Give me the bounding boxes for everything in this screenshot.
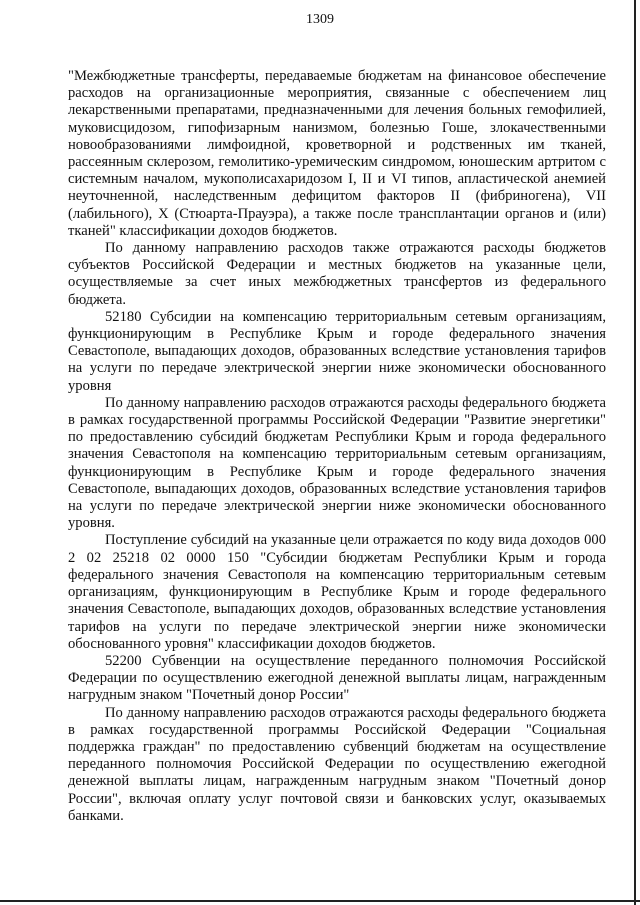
section-heading-52200: 52200 Субвенции на осуществление переданного полномочия Российской Федерации по осуществлению ежегодной денежной выплаты лицам, награжденным нагрудным знаком "Почетный донор России" (68, 652, 606, 704)
paragraph: Поступление субсидий на указанные цели отражается по коду вида доходов 000 2 02 25218 02 0000 150 "Субсидии бюджетам Республики Крым и города федерального значения Севастополя на компенсацию территориальным сетевым организациям, функционирующим в Республике Крым и городе федерального значения Севастополе, выпадающих доходов, образованных вследствие установления тарифов на услуги по передаче электрической энергии ниже экономически обоснованного уровня" классификации доходов бюджетов. (68, 532, 606, 652)
paragraph-continuation: "Межбюджетные трансферты, передаваемые бюджетам на финансовое обеспечение расходов на организационные мероприятия, связанные с обеспечением лиц лекарственными препаратами, предназначенными для лечения больных гемофилией, муковисцидозом, гипофизарным нанизмом, болезнью Гоше, злокачественными новообразованиями лимфоидной, кроветворной и родственных им тканей, рассеянным склерозом, гемолитико-уремическим синдромом, юношеским артритом с системным началом, мукополисахаридозом I, II и VI типов, апластической анемией неуточненной, наследственным дефицитом факторов II (фибриногена), VII (лабильного), X (Стюарта-Прауэра), а также после трансплантации органов и (или) тканей" классификации доходов бюджетов. (68, 68, 606, 239)
paragraph: По данному направлению расходов отражаются расходы федерального бюджета в рамках государственной программы Российской Федерации "Развитие энергетики" по предоставлению субсидий бюджетам Республики Крым и города федерального значения Севастополя на компенсацию территориальным сетевым организациям, функционирующим в Республике Крым и городе федерального значения Севастополе, выпадающих доходов, образованных вследствие установления тарифов на услуги по передаче электрической энергии ниже экономически обоснованного уровня. (68, 394, 606, 532)
section-heading-52180: 52180 Субсидии на компенсацию территориальным сетевым организациям, функционирующим в Республике Крым и городе федерального значения Севастополе, выпадающих доходов, образованных вследствие установления тарифов на услуги по передаче электрической энергии ниже экономически обоснованного уровня (68, 308, 606, 394)
paragraph: По данному направлению расходов отражаются расходы федерального бюджета в рамках государственной программы Российской Федерации "Социальная поддержка граждан" по предоставлению субвенций бюджетам на осуществление переданного полномочия Российской Федерации по осуществлению ежегодной денежной выплаты лицам, награжденным нагрудным знаком "Почетный донор России", включая оплату услуг почтовой связи и банковских услуг, оказываемых банками. (68, 704, 606, 824)
body-text (68, 68, 606, 825)
scan-edge-right (634, 0, 636, 905)
scan-edge-bottom (0, 900, 640, 902)
paragraph: По данному направлению расходов также отражаются расходы бюджетов субъектов Российской Федерации и местных бюджетов на указанные цели, осуществляемые за счет иных межбюджетных трансфертов из федерального бюджета. (68, 240, 606, 308)
page-number: 1309 (306, 12, 334, 27)
